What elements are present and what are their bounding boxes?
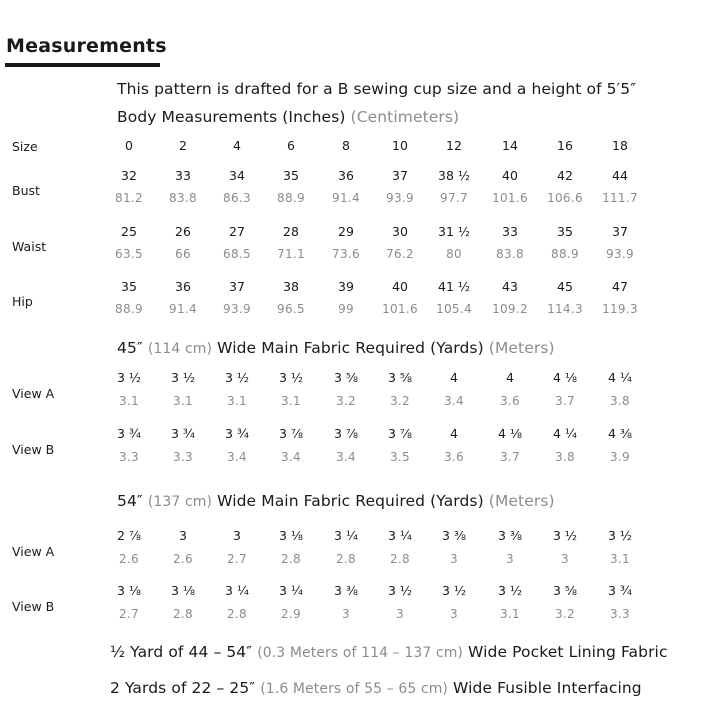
bust-cm-cell: 101.6 bbox=[492, 191, 528, 205]
fabric-54-view-a-yards-cell: 3 ⅜ bbox=[441, 528, 467, 543]
hip-cm-cell: 105.4 bbox=[436, 302, 472, 316]
fabric-45-view-a-yards-cell: 3 ½ bbox=[224, 370, 250, 385]
waist-cm-cell: 83.8 bbox=[496, 247, 524, 261]
fabric-45-view-b-meters-cell: 3.7 bbox=[500, 450, 520, 464]
fabric-45-view-b-yards-cell: 3 ¾ bbox=[224, 426, 250, 441]
fabric-45-view-a-yards-cell: 4 ¼ bbox=[607, 370, 633, 385]
hip-inches-cell: 45 bbox=[557, 279, 573, 294]
hip-inches-cell: 36 bbox=[175, 279, 191, 294]
fabric-54-view-a-yards-cell: 3 ½ bbox=[607, 528, 633, 543]
waist-cm-cell: 76.2 bbox=[386, 247, 414, 261]
fabric-54-view-a-meters-cell: 3 bbox=[450, 552, 458, 566]
fabric-54-view-a-meters-cell: 3 bbox=[506, 552, 514, 566]
size-cell: 0 bbox=[125, 138, 133, 153]
fabric-45-view-b-meters-cell: 3.3 bbox=[173, 450, 193, 464]
fabric-45-view-a-yards-cell: 4 ⅛ bbox=[552, 370, 578, 385]
body-measurements-heading bbox=[117, 108, 459, 126]
waist-inches-cell: 26 bbox=[175, 224, 191, 239]
hip-inches-cell: 43 bbox=[502, 279, 518, 294]
fabric-45-view-a-yards-cell: 3 ½ bbox=[278, 370, 304, 385]
fabric-54-view-a-yards-cell: 3 bbox=[179, 528, 187, 543]
title-underline bbox=[5, 63, 160, 67]
hip-inches-cell: 38 bbox=[283, 279, 299, 294]
waist-inches-cell: 30 bbox=[392, 224, 408, 239]
waist-cm-cell: 80 bbox=[446, 247, 462, 261]
interfacing-rest: Wide Fusible Interfacing bbox=[453, 679, 642, 697]
fabric-45-view-a-yards-cell: 3 ⅝ bbox=[387, 370, 413, 385]
fabric-45-view-b-meters-cell: 3.5 bbox=[390, 450, 410, 464]
fabric-45-view-b-meters-cell: 3.4 bbox=[281, 450, 301, 464]
fabric-45-view-a-yards-cell: 3 ⅝ bbox=[333, 370, 359, 385]
fabric-45-view-a-meters-cell: 3.6 bbox=[500, 394, 520, 408]
fabric-45-view-a-yards-cell: 3 ½ bbox=[170, 370, 196, 385]
fabric-54-view-b-yards-cell: 3 ¼ bbox=[224, 583, 250, 598]
waist-cm-cell: 73.6 bbox=[332, 247, 360, 261]
fabric-45-width-cm: (114 cm) bbox=[147, 341, 213, 357]
bust-cm-cell: 91.4 bbox=[332, 191, 360, 205]
fabric-54-view-b-meters-cell: 3 bbox=[342, 607, 350, 621]
fabric-45-view-a-meters-cell: 3.4 bbox=[444, 394, 464, 408]
fabric-54-view-a-yards-cell: 3 ⅛ bbox=[278, 528, 304, 543]
bust-cm-cell: 106.6 bbox=[547, 191, 583, 205]
fabric-45-view-b-meters-cell: 3.3 bbox=[119, 450, 139, 464]
fabric-45-view-b-meters-cell: 3.6 bbox=[444, 450, 464, 464]
size-cell: 6 bbox=[287, 138, 295, 153]
bust-inches-cell: 32 bbox=[121, 168, 137, 183]
fabric-54-view-a-meters-cell: 2.6 bbox=[173, 552, 193, 566]
fabric-54-view-b-meters-cell: 2.8 bbox=[173, 607, 193, 621]
waist-inches-cell: 31 ½ bbox=[438, 224, 470, 239]
waist-cm-cell: 63.5 bbox=[115, 247, 143, 261]
waist-cm-cell: 71.1 bbox=[277, 247, 305, 261]
fabric-54-view-a-yards-cell: 3 ¼ bbox=[333, 528, 359, 543]
fabric-54-view-b-yards-cell: 3 ⅝ bbox=[552, 583, 578, 598]
bust-cm-cell: 83.8 bbox=[169, 191, 197, 205]
fabric-54-view-b-meters-cell: 3 bbox=[396, 607, 404, 621]
fabric-54-alt: (Meters) bbox=[488, 492, 555, 510]
fabric-45-width-in: 45″ bbox=[117, 339, 143, 357]
waist-cm-cell: 66 bbox=[175, 247, 191, 261]
hip-cm-cell: 96.5 bbox=[277, 302, 305, 316]
bust-inches-cell: 44 bbox=[612, 168, 628, 183]
hip-inches-cell: 35 bbox=[121, 279, 137, 294]
fabric-45-view-a-yards-cell: 4 bbox=[450, 370, 458, 385]
fabric-45-view-b-yards-cell: 4 bbox=[450, 426, 458, 441]
hip-inches-cell: 47 bbox=[612, 279, 628, 294]
fabric-45-view-a-meters-cell: 3.2 bbox=[336, 394, 356, 408]
bust-inches-cell: 37 bbox=[392, 168, 408, 183]
hip-cm-cell: 91.4 bbox=[169, 302, 197, 316]
fabric-54-view-a-meters-cell: 3 bbox=[561, 552, 569, 566]
bust-cm-cell: 93.9 bbox=[386, 191, 414, 205]
waist-inches-cell: 28 bbox=[283, 224, 299, 239]
size-cell: 14 bbox=[502, 138, 518, 153]
fabric-45-view-b-meters-cell: 3.8 bbox=[555, 450, 575, 464]
fabric-54-view-b-yards-cell: 3 ½ bbox=[387, 583, 413, 598]
bust-inches-cell: 36 bbox=[338, 168, 354, 183]
fabric-54-view-b-yards-cell: 3 ½ bbox=[441, 583, 467, 598]
pocket-lining-rest: Wide Pocket Lining Fabric bbox=[468, 643, 668, 661]
fabric-54-width-cm: (137 cm) bbox=[147, 494, 213, 510]
page-title: Measurements bbox=[6, 35, 167, 57]
hip-cm-cell: 109.2 bbox=[492, 302, 528, 316]
size-cell: 12 bbox=[446, 138, 462, 153]
fabric-54-width-in: 54″ bbox=[117, 492, 143, 510]
fabric-45-view-a-meters-cell: 3.1 bbox=[119, 394, 139, 408]
pocket-lining-requirement bbox=[110, 643, 668, 661]
size-cell: 18 bbox=[612, 138, 628, 153]
waist-inches-cell: 29 bbox=[338, 224, 354, 239]
bust-inches-cell: 35 bbox=[283, 168, 299, 183]
hip-cm-cell: 114.3 bbox=[547, 302, 583, 316]
hip-cm-cell: 93.9 bbox=[223, 302, 251, 316]
fabric-45-view-b-label: View B bbox=[12, 442, 55, 457]
fabric-45-view-a-meters-cell: 3.7 bbox=[555, 394, 575, 408]
fabric-54-view-a-yards-cell: 3 ¼ bbox=[387, 528, 413, 543]
waist-cm-cell: 68.5 bbox=[223, 247, 251, 261]
bust-cm-cell: 81.2 bbox=[115, 191, 143, 205]
waist-label: Waist bbox=[12, 239, 47, 254]
bust-inches-cell: 34 bbox=[229, 168, 245, 183]
fabric-54-view-a-yards-cell: 2 ⅞ bbox=[116, 528, 142, 543]
hip-cm-cell: 88.9 bbox=[115, 302, 143, 316]
fabric-54-view-a-yards-cell: 3 ⅜ bbox=[497, 528, 523, 543]
fabric-54-view-a-meters-cell: 3.1 bbox=[610, 552, 630, 566]
hip-inches-cell: 37 bbox=[229, 279, 245, 294]
fabric-45-view-a-yards-cell: 4 bbox=[506, 370, 514, 385]
fabric-54-view-a-yards-cell: 3 bbox=[233, 528, 241, 543]
fabric-54-view-b-yards-cell: 3 ¾ bbox=[607, 583, 633, 598]
fabric-54-heading bbox=[117, 492, 555, 510]
hip-inches-cell: 39 bbox=[338, 279, 354, 294]
bust-inches-cell: 38 ½ bbox=[438, 168, 470, 183]
fabric-54-view-a-meters-cell: 2.8 bbox=[390, 552, 410, 566]
fabric-45-text: Wide Main Fabric Required (Yards) bbox=[217, 339, 484, 357]
size-cell: 2 bbox=[179, 138, 187, 153]
hip-cm-cell: 99 bbox=[338, 302, 354, 316]
interfacing-alt: (1.6 Meters of 55 – 65 cm) bbox=[260, 681, 448, 697]
hip-inches-cell: 41 ½ bbox=[438, 279, 470, 294]
fabric-54-view-a-label: View A bbox=[12, 544, 55, 559]
fabric-45-view-a-meters-cell: 3.2 bbox=[390, 394, 410, 408]
waist-inches-cell: 37 bbox=[612, 224, 628, 239]
fabric-45-heading bbox=[117, 339, 555, 357]
bust-cm-cell: 97.7 bbox=[440, 191, 468, 205]
fabric-45-view-b-yards-cell: 3 ¾ bbox=[116, 426, 142, 441]
size-cell: 16 bbox=[557, 138, 573, 153]
bust-cm-cell: 111.7 bbox=[602, 191, 638, 205]
body-heading-main: Body Measurements (Inches) bbox=[117, 108, 346, 126]
fabric-54-view-b-meters-cell: 3.1 bbox=[500, 607, 520, 621]
fabric-45-alt: (Meters) bbox=[488, 339, 555, 357]
bust-inches-cell: 33 bbox=[175, 168, 191, 183]
fabric-45-view-b-yards-cell: 4 ⅛ bbox=[497, 426, 523, 441]
hip-cm-cell: 119.3 bbox=[602, 302, 638, 316]
fabric-45-view-b-yards-cell: 4 ⅜ bbox=[607, 426, 633, 441]
fabric-54-view-a-meters-cell: 2.8 bbox=[336, 552, 356, 566]
interfacing-requirement bbox=[110, 679, 642, 697]
fabric-54-view-b-yards-cell: 3 ¼ bbox=[278, 583, 304, 598]
fabric-45-view-a-meters-cell: 3.8 bbox=[610, 394, 630, 408]
bust-inches-cell: 42 bbox=[557, 168, 573, 183]
pocket-lining-main: ½ Yard of 44 – 54″ bbox=[110, 643, 253, 661]
bust-inches-cell: 40 bbox=[502, 168, 518, 183]
fabric-45-view-a-yards-cell: 3 ½ bbox=[116, 370, 142, 385]
fabric-54-view-b-yards-cell: 3 ⅛ bbox=[170, 583, 196, 598]
fabric-54-view-a-yards-cell: 3 ½ bbox=[552, 528, 578, 543]
fabric-54-text: Wide Main Fabric Required (Yards) bbox=[217, 492, 484, 510]
fabric-54-view-b-yards-cell: 3 ⅜ bbox=[333, 583, 359, 598]
size-label: Size bbox=[12, 139, 38, 154]
interfacing-main: 2 Yards of 22 – 25″ bbox=[110, 679, 256, 697]
fabric-54-view-a-meters-cell: 2.8 bbox=[281, 552, 301, 566]
waist-inches-cell: 35 bbox=[557, 224, 573, 239]
fabric-54-view-b-label: View B bbox=[12, 599, 55, 614]
bust-cm-cell: 88.9 bbox=[277, 191, 305, 205]
fabric-45-view-b-yards-cell: 3 ⅞ bbox=[278, 426, 304, 441]
fabric-54-view-b-yards-cell: 3 ½ bbox=[497, 583, 523, 598]
fabric-54-view-b-yards-cell: 3 ⅛ bbox=[116, 583, 142, 598]
waist-inches-cell: 33 bbox=[502, 224, 518, 239]
fabric-54-view-b-meters-cell: 3 bbox=[450, 607, 458, 621]
fabric-54-view-b-meters-cell: 2.8 bbox=[227, 607, 247, 621]
fabric-54-view-b-meters-cell: 2.7 bbox=[119, 607, 139, 621]
size-cell: 4 bbox=[233, 138, 241, 153]
waist-inches-cell: 25 bbox=[121, 224, 137, 239]
size-cell: 8 bbox=[342, 138, 350, 153]
fabric-45-view-b-yards-cell: 3 ⅞ bbox=[387, 426, 413, 441]
hip-cm-cell: 101.6 bbox=[382, 302, 418, 316]
fabric-45-view-b-meters-cell: 3.9 bbox=[610, 450, 630, 464]
hip-inches-cell: 40 bbox=[392, 279, 408, 294]
pocket-lining-alt: (0.3 Meters of 114 – 137 cm) bbox=[257, 645, 463, 661]
intro-text: This pattern is drafted for a B sewing cup size and a height of 5′5″ bbox=[117, 80, 637, 98]
fabric-54-view-b-meters-cell: 3.3 bbox=[610, 607, 630, 621]
bust-cm-cell: 86.3 bbox=[223, 191, 251, 205]
fabric-45-view-b-yards-cell: 4 ¼ bbox=[552, 426, 578, 441]
body-heading-alt: (Centimeters) bbox=[350, 108, 460, 126]
fabric-45-view-a-label: View A bbox=[12, 386, 55, 401]
waist-cm-cell: 93.9 bbox=[606, 247, 634, 261]
fabric-54-view-a-meters-cell: 2.6 bbox=[119, 552, 139, 566]
fabric-45-view-b-meters-cell: 3.4 bbox=[336, 450, 356, 464]
hip-label: Hip bbox=[12, 294, 33, 309]
fabric-45-view-b-meters-cell: 3.4 bbox=[227, 450, 247, 464]
fabric-54-view-a-meters-cell: 2.7 bbox=[227, 552, 247, 566]
fabric-45-view-b-yards-cell: 3 ¾ bbox=[170, 426, 196, 441]
waist-inches-cell: 27 bbox=[229, 224, 245, 239]
fabric-45-view-b-yards-cell: 3 ⅞ bbox=[333, 426, 359, 441]
fabric-54-view-b-meters-cell: 2.9 bbox=[281, 607, 301, 621]
fabric-45-view-a-meters-cell: 3.1 bbox=[227, 394, 247, 408]
fabric-54-view-b-meters-cell: 3.2 bbox=[555, 607, 575, 621]
fabric-45-view-a-meters-cell: 3.1 bbox=[281, 394, 301, 408]
fabric-45-view-a-meters-cell: 3.1 bbox=[173, 394, 193, 408]
bust-label: Bust bbox=[12, 183, 40, 198]
size-cell: 10 bbox=[392, 138, 408, 153]
waist-cm-cell: 88.9 bbox=[551, 247, 579, 261]
